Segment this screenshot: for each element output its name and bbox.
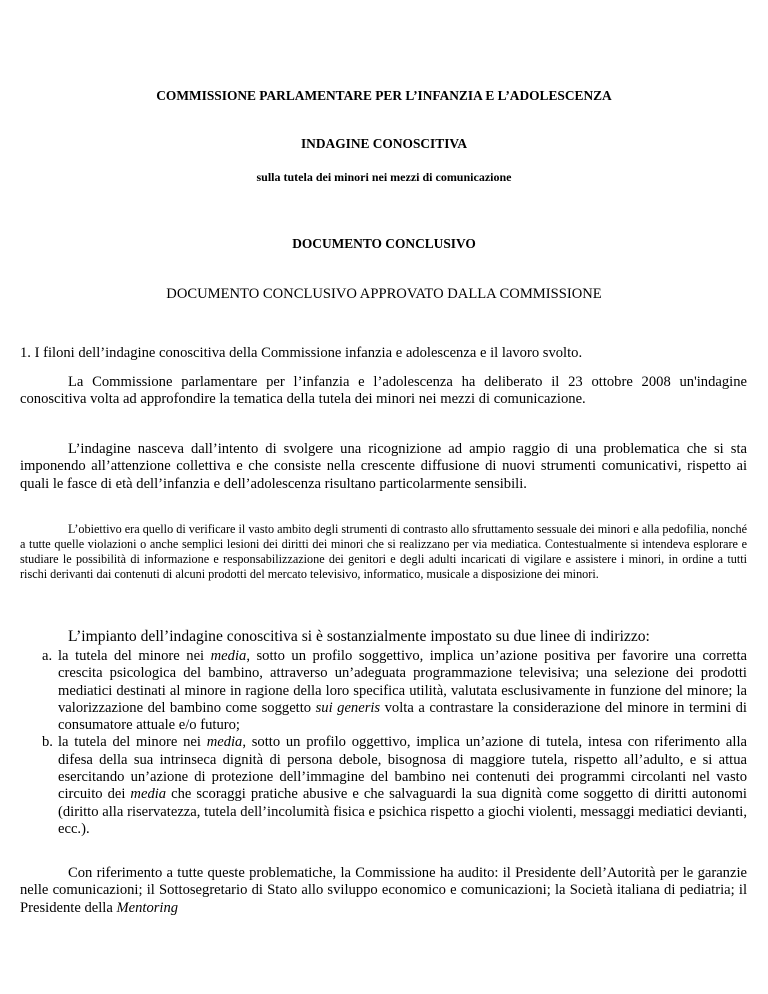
list-text: , sotto un profilo oggettivo, implica un’azione di tutela, intesa con riferimento alla difesa della sua intrinseca dignità di persona debole, bisognosa di maggiore tutela, rispetto all’adulto, e si attua esercitando un’azione di protezione dell’immagine del bambino nei contenuti dei programmi circolanti nel vasto circuito dei — [58, 734, 747, 803]
paragraph-4: L’impianto dell’indagine conoscitiva si è sostanzialmente impostato su due linee di indirizzo: — [68, 628, 650, 645]
inquiry-title: INDAGINE CONOSCITIVA — [300, 136, 468, 151]
list-item — [20, 734, 747, 838]
paragraph-5 — [20, 865, 747, 917]
paragraph-2: L’indagine nasceva dall’intento di svolgere una ricognizione ad ampio raggio di una problematica che si sta imponendo all’attenzione collettiva e che consiste nella crescente diffusione di nuovi strumenti comunicativi, rispetto ai quali le fasce di età dell’infanzia e dell’adolescenza risultano particolarmente sensibili. — [20, 441, 747, 492]
list-text: , sotto un profilo soggettivo, implica un’azione positiva per favorire una corretta crescita psicologica del bambino, attraverso un’adeguata programmazione televisiva; una selezione dei prodotti mediatici destinati al minore in ragione della loro specifica utilità, valutata esclusivamente in funzione del minore; la valorizzazione del bambino come soggetto — [58, 648, 747, 716]
paragraph-1: La Commissione parlamentare per l’infanzia e l’adolescenza ha deliberato il 23 ottobre 2008 un'indagine conoscitiva volta ad approfondire la tematica della tutela dei minori nei mezzi di comunicazione. — [20, 374, 747, 408]
list-text: volta a contrastare la considerazione del minore in termini di consumatore attuale e/o futuro; — [58, 699, 747, 734]
list-marker: a. — [42, 648, 53, 664]
list-marker: b. — [42, 734, 53, 751]
list-italic: sui generis — [315, 699, 381, 716]
section-heading: 1. I filoni dell’indagine conoscitiva della Commissione infanzia e adolescenza e il lavoro svolto. — [20, 345, 583, 361]
paragraph-5-italic: Mentoring — [116, 899, 179, 916]
list-text: che scoraggi pratiche abusive e che salvaguardi la sua dignità come soggetto di diritti autonomi (diritto alla riservatezza, tutela dell’incolumità fisica e psichica rispetto a giochi violenti, messaggi mediatici devianti, ecc.). — [58, 786, 747, 837]
paragraph-5-text: Con riferimento a tutte queste problematiche, la Commissione ha audito: il Presidente dell’Autorità per le garanzie nelle comunicazioni; il Sottosegretario di Stato allo sviluppo economico e comunicazioni; la Società italiana di pediatria; il Presidente della — [20, 865, 747, 916]
list-text: la tutela del minore nei — [58, 648, 211, 664]
document-approved-heading: DOCUMENTO CONCLUSIVO APPROVATO DALLA COMMISSIONE — [166, 286, 602, 302]
list-italic: media — [206, 734, 243, 751]
paragraph-3: L’obiettivo era quello di verificare il vasto ambito degli strumenti di contrasto allo sfruttamento sessuale dei minori e alla pedofilia, nonché a tutte quelle violazioni o anche semplici lesioni dei diritti dei minori che si realizzano per via mediatica. Contestualmente si intendeva esplorare e studiare le possibilità di informazione e responsabilizzazione dei genitori e degli adulti incaricati di vigilare e assistere i minori, in ordine a tutti rischi derivanti dai contenuti di alcuni prodotti del mercato televisivo, informatico, musicale a disposizione dei minori. — [20, 522, 747, 581]
list-italic: media — [130, 786, 167, 803]
list-item — [20, 648, 747, 734]
list-text: la tutela del minore nei — [58, 734, 207, 751]
inquiry-subtitle: sulla tutela dei minori nei mezzi di comunicazione — [256, 170, 512, 184]
list-italic: media — [210, 648, 247, 664]
guideline-list — [20, 648, 747, 838]
document-title: DOCUMENTO CONCLUSIVO — [292, 236, 476, 251]
commission-title: COMMISSIONE PARLAMENTARE PER L’INFANZIA E L’ADOLESCENZA — [156, 88, 612, 103]
